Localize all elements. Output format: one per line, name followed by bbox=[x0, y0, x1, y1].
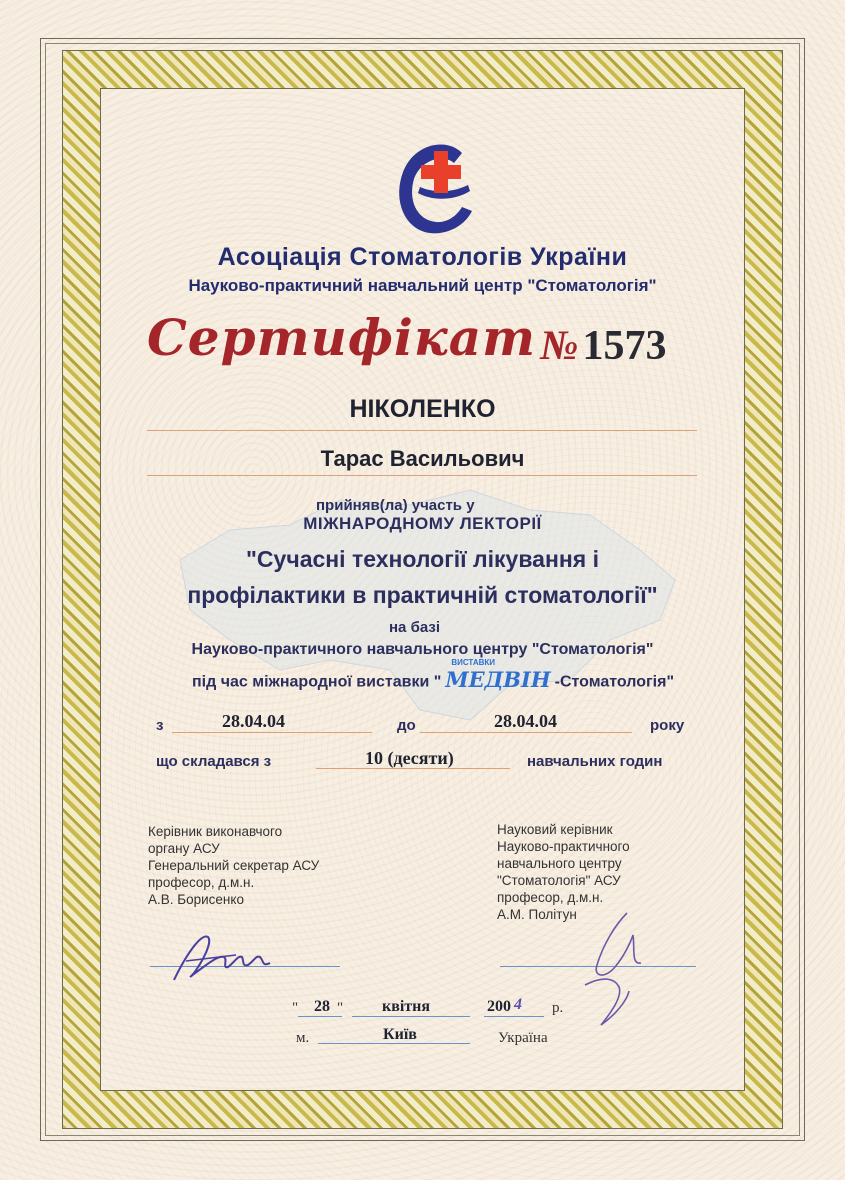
signatory-right-line: навчального центру bbox=[497, 856, 622, 871]
base-center-name: Науково-практичного навчального центру "Стоматологія" bbox=[191, 641, 654, 658]
issue-month-underline bbox=[352, 1016, 470, 1017]
topic-line-2: профілактики в практичній стоматології" bbox=[187, 582, 658, 608]
signatory-right-line: Науково-практичного bbox=[497, 839, 630, 854]
issue-day: 28 bbox=[314, 998, 330, 1015]
city-label: м. bbox=[296, 1030, 310, 1046]
signature-right bbox=[575, 905, 685, 1035]
signatory-left-line: Генеральний секретар АСУ bbox=[148, 858, 320, 873]
issue-day-underline bbox=[298, 1016, 342, 1017]
issue-year-prefix: 200 bbox=[487, 998, 511, 1015]
signatory-right-line: Науковий керівник bbox=[497, 822, 613, 837]
medvin-logo-text: МЕДВІН bbox=[445, 667, 551, 692]
issue-month: квітня bbox=[382, 998, 431, 1015]
signatory-left bbox=[148, 823, 319, 908]
exhibition-suffix: -Стоматологія" bbox=[554, 673, 675, 691]
signatory-right-line: "Стоматологія" АСУ bbox=[497, 873, 621, 888]
number-sign: № bbox=[540, 323, 579, 369]
exhibition-line bbox=[192, 658, 675, 695]
training-center-name: Науково-практичний навчальний центр "Стоматологія" bbox=[188, 276, 657, 295]
signatory-left-line: А.В. Борисенко bbox=[148, 892, 244, 907]
date-from-label: з bbox=[156, 717, 164, 734]
hours-unit: навчальних годин bbox=[527, 753, 663, 770]
date-to-value: 28.04.04 bbox=[494, 711, 557, 731]
city-underline bbox=[318, 1043, 470, 1044]
issue-close-quote: " bbox=[337, 1000, 344, 1016]
certificate-number-block bbox=[540, 322, 666, 370]
recipient-given-names: Тарас Васильович bbox=[320, 446, 525, 471]
hours-value: 10 (десяти) bbox=[365, 748, 454, 768]
signatory-left-line: Керівник виконавчого bbox=[148, 824, 283, 839]
signatory-right-line: А.М. Політун bbox=[497, 907, 577, 922]
signature-left bbox=[166, 925, 286, 990]
medvin-logo-caption: ВИСТАВКИ bbox=[451, 658, 496, 667]
participated-text: прийняв(ла) участь у bbox=[316, 497, 475, 514]
base-label: на базі bbox=[389, 619, 440, 636]
medvin-logo bbox=[445, 658, 551, 692]
date-to-underline bbox=[420, 732, 632, 733]
year-word: року bbox=[650, 717, 685, 734]
given-names-underline bbox=[147, 475, 697, 476]
issue-year-handwritten: 4 bbox=[514, 996, 522, 1013]
signatory-left-line: органу АСУ bbox=[148, 841, 220, 856]
issue-year-suffix: р. bbox=[552, 1000, 564, 1016]
hours-underline bbox=[316, 768, 510, 769]
date-from-underline bbox=[172, 732, 372, 733]
exhibition-prefix: під час міжнародної виставки " bbox=[192, 673, 442, 691]
association-name: Асоціація Стоматологів України bbox=[217, 243, 628, 271]
topic-line-1: "Сучасні технології лікування і bbox=[246, 546, 599, 572]
hours-label: що складався з bbox=[156, 753, 272, 770]
certificate-title: Сертифікат bbox=[147, 308, 537, 367]
country-value: Україна bbox=[498, 1030, 548, 1046]
date-to-label: до bbox=[397, 717, 416, 734]
city-value: Київ bbox=[383, 1026, 417, 1043]
issue-open-quote: " bbox=[292, 1000, 299, 1016]
event-type: МІЖНАРОДНОМУ ЛЕКТОРІЇ bbox=[303, 514, 542, 533]
signatory-left-line: професор, д.м.н. bbox=[148, 875, 255, 890]
signatory-right-line: професор, д.м.н. bbox=[497, 890, 604, 905]
association-logo bbox=[392, 135, 482, 240]
surname-underline bbox=[147, 430, 697, 431]
issue-year-underline bbox=[484, 1016, 544, 1017]
recipient-surname: НІКОЛЕНКО bbox=[349, 395, 496, 423]
certificate-number: 1573 bbox=[582, 323, 667, 369]
date-from-value: 28.04.04 bbox=[222, 711, 285, 731]
